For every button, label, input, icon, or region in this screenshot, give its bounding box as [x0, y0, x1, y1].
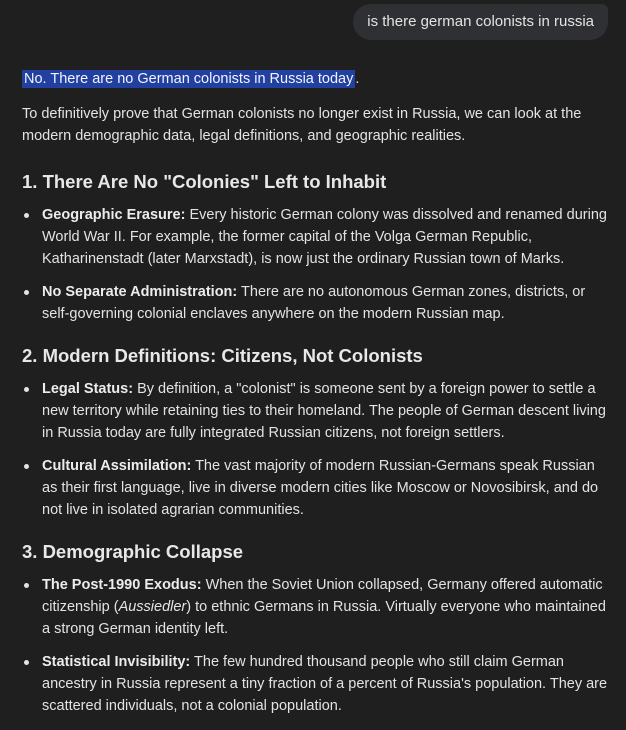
item-text: The few hundred thousand people who still claim German ancestry in Russia represent a tiny fraction of a percent of Russia's population. They are scattered individuals, not a colonial population.	[42, 654, 608, 714]
item-text: There are no autonomous German zones, districts, or self-governing colonial enclaves anywhere on the modern Russian map.	[42, 284, 586, 322]
list-item	[22, 204, 608, 270]
item-term: Statistical Invisibility:	[42, 654, 191, 670]
bullet-icon	[24, 213, 29, 218]
section-heading: 3. Demographic Collapse	[22, 541, 244, 562]
list-item	[22, 455, 608, 521]
bullet-list	[22, 204, 608, 325]
item-text: Every historic German colony was dissolved and renamed during World War II. For example, the former capital of the Volga German Republic, Katharinenstadt (later Marxstadt), is now just the ordinary Russian town of Marks.	[42, 207, 607, 267]
item-text: When the Soviet Union collapsed, Germany offered automatic citizenship (	[42, 577, 603, 615]
bullet-icon	[24, 660, 29, 665]
assistant-response	[22, 68, 608, 730]
section-3	[22, 539, 608, 717]
bullet-list	[22, 574, 608, 717]
list-item	[22, 378, 608, 444]
section-1	[22, 169, 608, 325]
item-text: ) to ethnic Germans in Russia. Virtually everyone who maintained a strong German identity left.	[42, 599, 606, 637]
item-term: The Post-1990 Exodus:	[42, 577, 202, 593]
item-term: Geographic Erasure:	[42, 207, 186, 223]
list-item	[22, 574, 608, 640]
item-term: Cultural Assimilation:	[42, 458, 192, 474]
bullet-list	[22, 378, 608, 521]
bullet-icon	[24, 583, 29, 588]
item-term: Legal Status:	[42, 381, 134, 397]
user-message-bubble	[353, 4, 608, 40]
section-heading: 1. There Are No "Colonies" Left to Inhabit	[22, 171, 387, 192]
item-emphasis: Aussiedler	[118, 599, 187, 615]
user-message-text: is there german colonists in russia	[367, 13, 594, 30]
list-item	[22, 651, 608, 717]
section-2	[22, 343, 608, 521]
bullet-icon	[24, 387, 29, 392]
highlighted-answer: No. There are no German colonists in Russia today	[24, 71, 354, 87]
bullet-icon	[24, 464, 29, 469]
list-item	[22, 281, 608, 325]
item-term: No Separate Administration:	[42, 284, 238, 300]
response-lead	[22, 68, 608, 90]
lead-punctuation: .	[355, 71, 360, 87]
item-text: By definition, a "colonist" is someone sent by a foreign power to settle a new territory while retaining ties to their homeland. The people of German descent living in Russia today are fully integrated Russian citizens, not foreign settlers.	[42, 381, 606, 441]
bullet-icon	[24, 290, 29, 295]
section-heading: 2. Modern Definitions: Citizens, Not Colonists	[22, 345, 423, 366]
item-text: The vast majority of modern Russian-Germans speak Russian as their first language, live in diverse modern cities like Moscow or Novosibirsk, and do not live in isolated agrarian communities.	[42, 458, 599, 518]
response-intro: To definitively prove that German colonists no longer exist in Russia, we can look at the modern demographic data, legal definitions, and geographic realities.	[22, 106, 582, 144]
